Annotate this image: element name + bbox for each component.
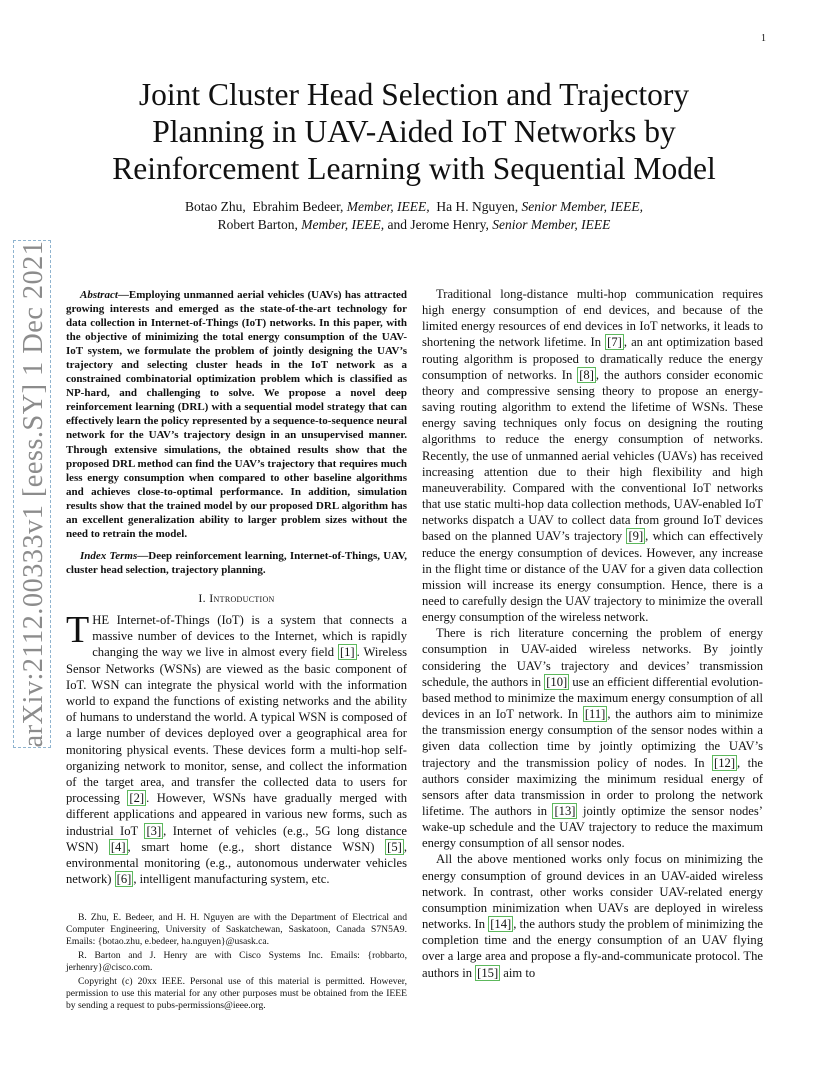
section-number: I. — [198, 590, 206, 605]
abstract — [66, 288, 407, 541]
index-terms-text: —Deep reinforcement learning, Internet-of-Things, UAV, cluster head selection, trajectory planning. — [66, 549, 407, 576]
abstract-label: Abstract — [80, 289, 118, 301]
text-run: , environmental monitoring (e.g., autonomous underwater vehicles network) — [66, 839, 408, 887]
intro-paragraph — [66, 608, 408, 887]
citation-link[interactable]: [8] — [579, 367, 594, 382]
footnote: Copyright (c) 20xx IEEE. Personal use of this material is permitted. However, permission to use this material for any other purposes must be obtained from the IEEE by sending a request to pubs-permissions@ieee.org. — [66, 976, 407, 1011]
body-paragraph — [422, 851, 763, 980]
left-column — [66, 288, 407, 887]
paper-title — [60, 76, 768, 187]
citation-link[interactable]: [9] — [628, 529, 644, 544]
author-role: Senior Member, IEEE — [492, 217, 611, 232]
abstract-text: —Employing unmanned aerial vehicles (UAVs) has attracted growing interests and emerged as the state-of-the-art technology for data collection in Internet-of-Things (IoT) networks. In this paper, with the objective of minimizing the total energy consumption of the UAV-IoT system, we formulate the problem of jointly designing the UAV’s trajectory and selecting cluster heads in the IoT network as a constrained combinatorial optimization problem which is classified as NP-hard, and challenging to solve. We propose a novel deep reinforcement learning (DRL) with a sequential model strategy that can effectively learn the policy represented by a sequence-to-sequence neural network for the UAV’s trajectory design in an unsupervised manner. Through extensive simulations, the obtained results show that the proposed DRL method can find the UAV’s trajectory that requires much less energy consumption when compared to other baseline algorithms and achieves close-to-optimal performance. In addition, simulation results show that the trained model by our proposed DRL algorithm has an excellent generalization ability to larger problem sizes without the need to retrain the model. — [66, 289, 407, 540]
text-run: , intelligent manufacturing system, etc. — [133, 872, 330, 887]
text-run: aim to — [500, 965, 536, 980]
body-paragraph — [422, 625, 763, 851]
text-run: , an ant optimization based routing algorithm is proposed to dramatically reduce the energy consumption of networks. In — [422, 335, 763, 382]
citation-link[interactable]: [15] — [477, 965, 499, 980]
right-column — [422, 286, 763, 981]
citation-link[interactable]: [4] — [110, 839, 126, 854]
footnote: R. Barton and J. Henry are with Cisco Systems Inc. Emails: {robbarto, jerhenry}@cisco.com. — [66, 950, 407, 973]
text-run: , the authors study the problem of minimizing the completion time and the energy consumption of an UAV flying over a large area and propose a fly-and-communicate protocol. The authors in — [422, 917, 764, 980]
text-run: jointly optimize the sensor nodes’ wake-up schedule and the UAV trajectory to reduce the maximum energy consumption of all sensor nodes. — [422, 804, 763, 851]
author-name: Ha H. Nguyen, — [436, 199, 519, 214]
text-run: All the above mentioned works only focus on minimizing the energy consumption of ground devices in an UAV-aided wireless network. In contrast, other works consider UAV-related energy consumption minimization when UAVs are deployed in wireless networks. In — [422, 852, 763, 932]
citation-link[interactable]: [1] — [339, 645, 355, 660]
text-run: . Wireless Sensor Networks (WSNs) are viewed as the basic component of IoT. WSN can integrate the physical world with the information world to expand the functions of existing networks and the ability of humans to understand the world. A typical WSN is composed of a large number of devices deployed over a geographical area for monitoring physical events. These devices form a multi-hop self-organizing network to monitor, sense, and collect the information of the target area, and transfer the collected data to users for processing — [66, 645, 408, 806]
drop-cap: T — [66, 608, 90, 651]
text-run: , the authors consider maximizing the minimum residual energy of sensors after data transmission in order to prolong the network lifetime. The authors in — [422, 755, 763, 818]
author-line-2 — [60, 216, 768, 234]
title-line: Reinforcement Learning with Sequential Model — [112, 151, 716, 186]
citation-link[interactable]: [11] — [584, 707, 606, 722]
citation-link[interactable]: [3] — [146, 823, 162, 838]
page-number: 1 — [761, 33, 766, 44]
author-name: Botao Zhu, — [185, 199, 246, 214]
text-run: Traditional long-distance multi-hop communication requires high energy consumption of end devices, and because of the limited energy resources of end devices in IoT networks, it leads to shortening the network lifetime. In — [422, 287, 763, 350]
text-run: use an efficient differential evolution-based method to minimize the maximum energy consumption of all devices in an IoT network. In — [422, 674, 763, 722]
citation-link[interactable]: [12] — [714, 755, 736, 770]
citation-link[interactable]: [5] — [387, 839, 402, 854]
citation-link[interactable]: [10] — [546, 674, 568, 689]
section-title: Introduction — [209, 590, 275, 605]
author-name: and Jerome Henry, — [387, 217, 489, 232]
text-run: , the authors consider economic theory and compressive sensing theory to propose an energy-saving routing algorithm to extend the lifetime of WSNs. These energy saving techniques only focus on designing the routing algorithms to reduce the energy consumption of networks. Recently, the use of unmanned aerial vehicles (UAVs) has received increasing attention due to their high flexibility and high maneuverability. Compared with the conventional IoT networks that use static multi-hop data collection methods, UAV-enabled IoT networks dispatch a UAV to collect data from ground IoT devices based on the planned UAV’s trajectory — [422, 367, 763, 544]
text-run: , Internet of vehicles (e.g., 5G long distance WSN) — [66, 823, 407, 854]
citation-link[interactable]: [2] — [129, 791, 145, 806]
title-line: Joint Cluster Head Selection and Trajectory — [138, 77, 690, 112]
text-run: There is rich literature concerning the problem of energy consumption in UAV-aided wireless networks. By jointly considering the UAV’s trajectory and devices’ transmission schedule, the authors in — [422, 626, 763, 689]
author-list — [60, 198, 768, 234]
author-name: Robert Barton, — [217, 217, 298, 232]
text-run: , which can effectively reduce the energy consumption of devices. However, any increase in the flight time or distance of the UAV for a given data collection mission will increase its energy consumption. Hence, there is a need to carefully design the UAV trajectory to minimize the overall energy consumption of the wireless network. — [422, 529, 763, 625]
footnote: B. Zhu, E. Bedeer, and H. H. Nguyen are with the Department of Electrical and Computer Engineering, University of Saskatchewan, Saskatoon, Canada S7N5A9. Emails: {botao.zhu, e.bedeer, ha.nguyen}@usask.ca. — [66, 912, 407, 947]
index-terms-label: Index Terms — [80, 549, 138, 562]
citation-link[interactable]: [13] — [554, 804, 576, 818]
author-line-1 — [60, 198, 768, 216]
body-paragraph — [422, 286, 763, 625]
section-heading — [66, 591, 407, 606]
text-run: HE Internet-of-Things (IoT) is a system that connects a massive number of devices to the Internet, which is rapidly changing the way we live in almost every field — [92, 612, 407, 660]
title-line: Planning in UAV-Aided IoT Networks by — [152, 114, 676, 149]
author-role: Senior Member, IEEE, — [521, 199, 643, 214]
text-run: . However, WSNs have gradually merged with different applications and appeared in various new forms, such as industrial IoT — [66, 791, 407, 838]
author-name: Ebrahim Bedeer, — [252, 199, 344, 214]
citation-link[interactable]: [6] — [116, 872, 132, 887]
citation-link[interactable]: [14] — [490, 917, 512, 932]
author-role: Member, IEEE, — [301, 217, 385, 232]
text-run: , the authors aim to minimize the transmission energy consumption of the sensor nodes within a given data collection time by jointly optimizing the UAV’s trajectory and the transmission policy of nodes. In — [422, 707, 763, 770]
footnotes — [66, 912, 407, 1014]
arxiv-stamp-text: arXiv:2112.00333v1 [eess.SY] 1 Dec 2021 — [18, 240, 49, 748]
index-terms — [66, 549, 407, 577]
citation-link[interactable]: [7] — [607, 335, 622, 350]
text-run: , smart home (e.g., short distance WSN) — [127, 839, 386, 854]
author-role: Member, IEEE, — [346, 199, 430, 214]
